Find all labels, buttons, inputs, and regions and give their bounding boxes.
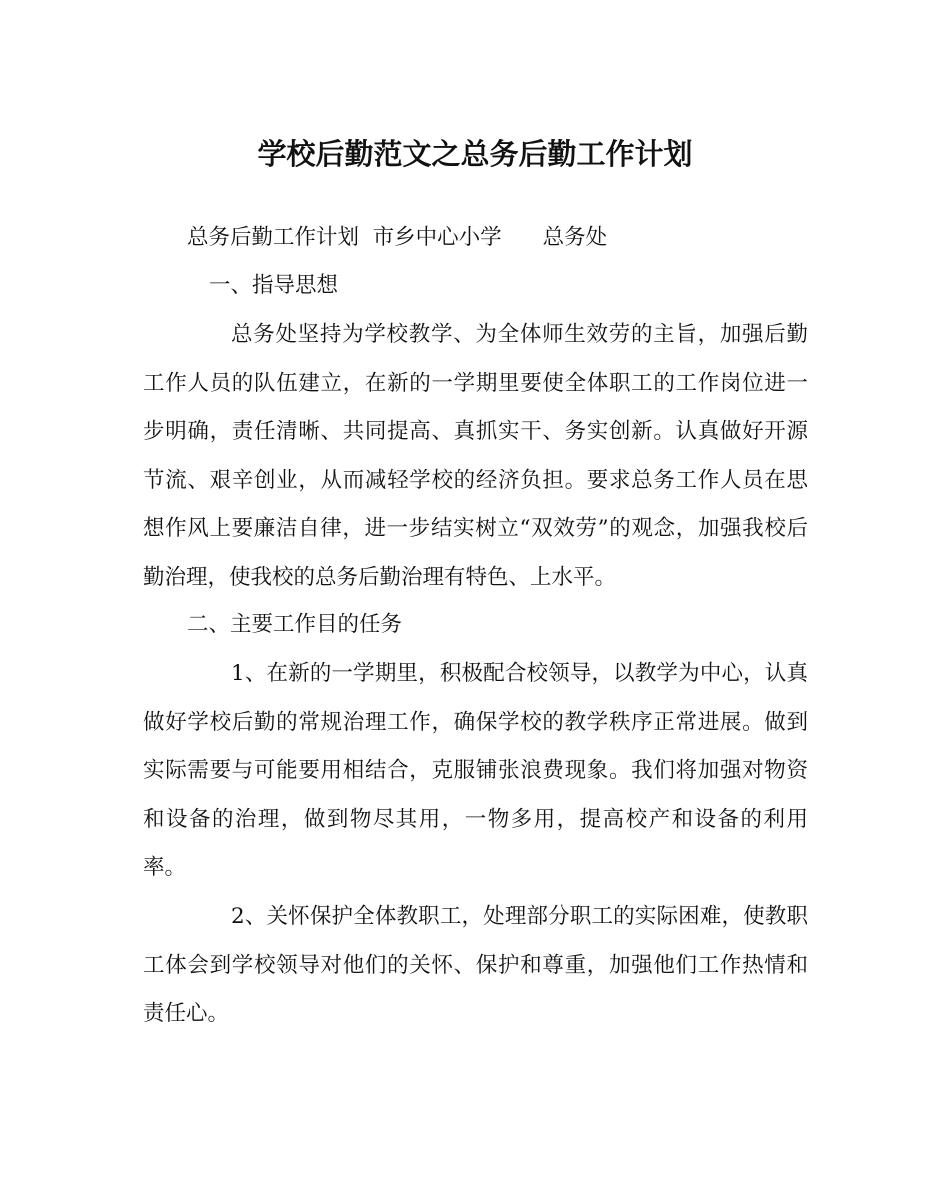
- section-heading-main-tasks: 二、主要工作目的任务: [187, 612, 403, 637]
- document-title: 学校后勤范文之总务后勤工作计划: [257, 137, 693, 171]
- section-heading-guiding-ideology: 一、指导思想: [209, 273, 339, 298]
- paragraph-task-2: 2、关怀保护全体教职工，处理部分职工的实际困难，使教职工体会到学校领导对他们的关怀、保护和尊重，加强他们工作热情和责任心。: [143, 904, 808, 1027]
- paragraph-guiding-ideology: 总务处坚持为学校教学、为全体师生效劳的主旨，加强后勤工作人员的队伍建立，在新的一学期里要使全体职工的工作岗位进一步明确，责任清晰、共同提高、真抓实干、务实创新。认真做好开源节流、艰辛创业，从而减轻学校的经济负担。要求总务工作人员在思想作风上要廉洁自律，进一步结实树立“双效劳”的观念，加强我校后勤治理，使我校的总务后勤治理有特色、上水平。: [143, 322, 808, 590]
- subtitle-line: 总务后勤工作计划 市乡中心小学 总务处: [187, 225, 608, 250]
- paragraph-task-1: 1、在新的一学期里，积极配合校领导，以教学为中心，认真做好学校后勤的常规治理工作，确保学校的教学秩序正常进展。做到实际需要与可能要用相结合，克服铺张浪费现象。我们将加强对物资和设备的治理，做到物尽其用，一物多用，提高校产和设备的利用率。: [143, 661, 808, 881]
